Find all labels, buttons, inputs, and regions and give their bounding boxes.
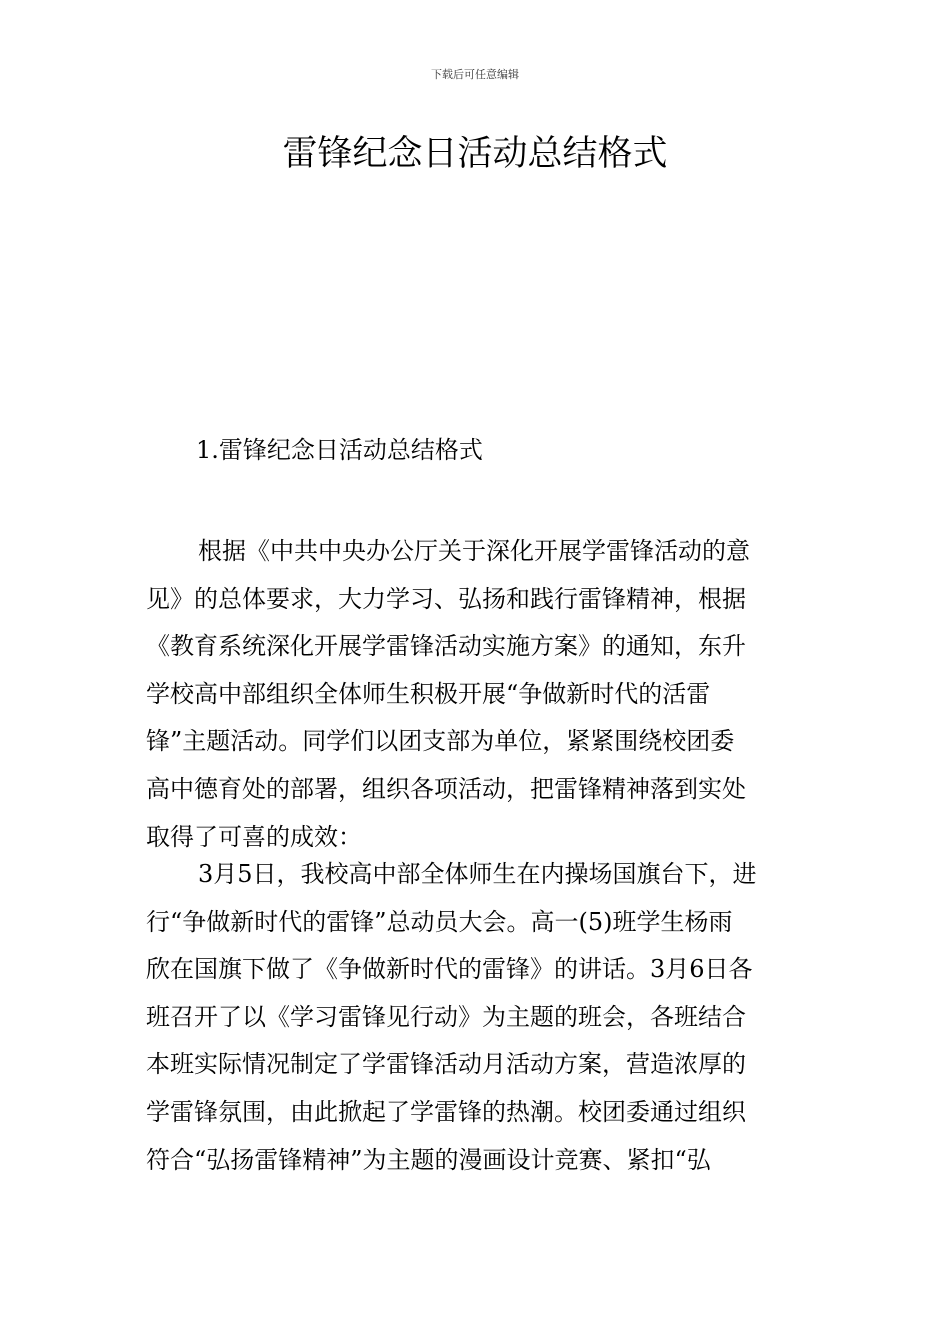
paragraph-line: 欣在国旗下做了《争做新时代的雷锋》的讲话。3月6日各 <box>146 955 753 984</box>
paragraph-line: 学雷锋氛围，由此掀起了学雷锋的热潮。校团委通过组织 <box>146 1097 746 1126</box>
paragraph-line: 3月5日，我校高中部全体师生在内操场国旗台下，进 <box>198 860 757 888</box>
paragraph-1 <box>146 528 806 861</box>
paragraph-line: 锋”主题活动。同学们以团支部为单位，紧紧围绕校团委 <box>146 727 735 756</box>
paragraph-line: 高中德育处的部署，组织各项活动，把雷锋精神落到实处 <box>146 774 746 803</box>
paragraph-line: 学校高中部组织全体师生积极开展“争做新时代的活雷 <box>146 679 711 708</box>
paragraph-line: 《教育系统深化开展学雷锋活动实施方案》的通知，东升 <box>146 632 746 661</box>
paragraph-2 <box>146 851 806 1184</box>
paragraph-line: 班召开了以《学习雷锋见行动》为主题的班会，各班结合 <box>146 1002 746 1031</box>
paragraph-line: 本班实际情况制定了学雷锋活动月活动方案，营造浓厚的 <box>146 1050 746 1079</box>
document-title: 雷锋纪念日活动总结格式 <box>282 134 668 174</box>
paragraph-line: 行“争做新时代的雷锋”总动员大会。高一(5)班学生杨雨 <box>146 907 733 936</box>
section-heading: 1.雷锋纪念日活动总结格式 <box>196 436 483 464</box>
paragraph-line: 符合“弘扬雷锋精神”为主题的漫画设计竞赛、紧扣“弘 <box>146 1145 711 1174</box>
paragraph-line: 取得了可喜的成效： <box>146 822 362 851</box>
paragraph-line: 见》的总体要求，大力学习、弘扬和践行雷锋精神，根据 <box>146 584 746 613</box>
page-header-note: 下载后可任意编辑 <box>431 68 519 81</box>
paragraph-line: 根据《中共中央办公厅关于深化开展学雷锋活动的意 <box>198 537 750 565</box>
